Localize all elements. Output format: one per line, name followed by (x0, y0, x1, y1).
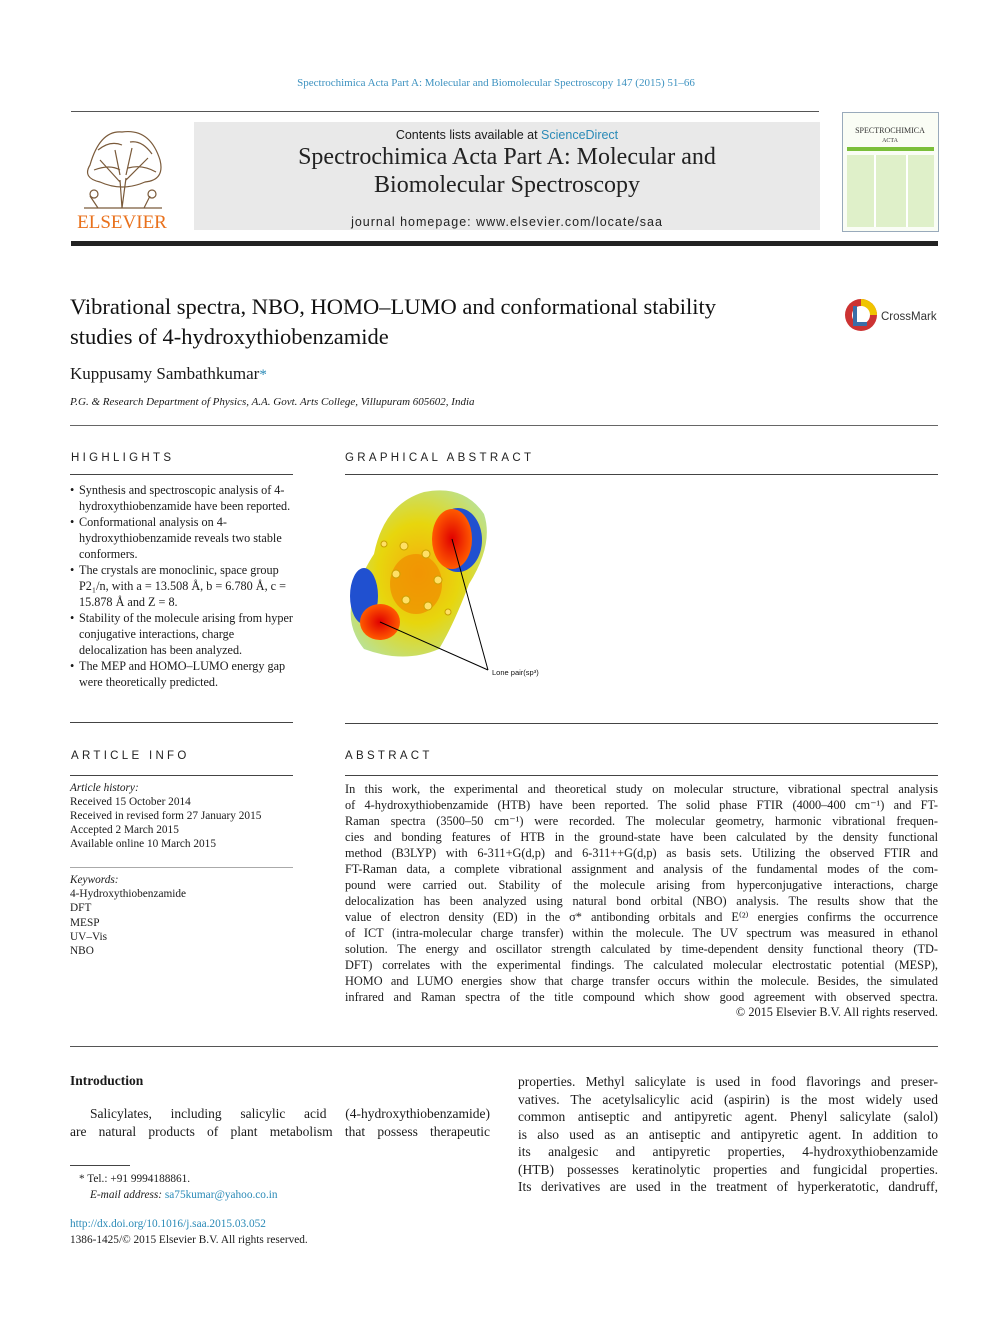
highlight-item: • The crystals are monoclinic, space group P2₁/n, with a = 13.508 Å, b = 6.780 Å, c = 15.878 Å and Z = 8. (70, 562, 294, 610)
highlight-item: • Conformational analysis on 4-hydroxythiobenzamide reveals two stable conformers. (70, 514, 294, 562)
lone-pair-label: Lone pair(sp³) (492, 668, 539, 677)
highlight-item: • The MEP and HOMO–LUMO energy gap were theoretically predicted. (70, 658, 294, 690)
journal-homepage (194, 215, 820, 229)
highlight-item: • Stability of the molecule arising from hyper conjugative interactions, charge delocalization has been analyzed. (70, 610, 294, 658)
keyword-item: NBO (70, 945, 94, 958)
crossmark-badge[interactable] (843, 296, 943, 334)
homepage-prefix: journal homepage: (351, 215, 472, 229)
email-label: E-mail address: (90, 1189, 163, 1201)
footnote-tel: Tel.: +91 9994188861. (87, 1173, 191, 1185)
graphical-abstract-end-rule (345, 723, 938, 724)
doi-block (70, 1216, 308, 1248)
intro-line: are natural products of plant metabolism that possess therapeutic (70, 1123, 490, 1139)
keyword-item: MESP (70, 916, 100, 929)
intro-line: Salicylates, including salicylic acid (4-hydroxythiobenzamide) (90, 1106, 490, 1121)
article-title (70, 292, 810, 352)
abstract-line: HOMO and LUMO energies show that charge transfer occurs within the molecule. Besides, the simulated (345, 974, 938, 988)
graphical-abstract-heading: GRAPHICAL ABSTRACT (345, 452, 535, 464)
elsevier-wordmark: ELSEVIER (77, 212, 167, 230)
keyword-item: DFT (70, 902, 92, 915)
abstract-line: pound were carried out. Stability of the molecule arising from hyperconjugative interactions, charge (345, 878, 938, 892)
cover-title-line2: ACTA (882, 138, 898, 144)
abstract-line: cies and bonding features of HTB in the ground-state have been calculated by the density functional (345, 830, 938, 844)
journal-reference[interactable]: Spectrochimica Acta Part A: Molecular and Biomolecular Spectroscopy 147 (2015) 51–66 (297, 77, 695, 89)
abstract-line: method (B3LYP) with 6-311+G(d,p) and 6-311++G(d,p) as basis sets. Utilizing the observed FTIR and (345, 846, 938, 860)
author-name[interactable]: Kuppusamy Sambathkumar (70, 364, 260, 383)
journal-banner (194, 122, 820, 230)
journal-name-line2: Biomolecular Spectroscopy (374, 172, 640, 198)
journal-name-line1: Spectrochimica Acta Part A: Molecular and (298, 144, 716, 170)
abstract-line: In this work, the experimental and theoretical study on molecular structure, vibrational spectral analysis (345, 782, 938, 796)
history-revised: Received in revised form 27 January 2015 (70, 810, 262, 822)
highlights-rule (70, 474, 293, 475)
keyword-item: UV–Vis (70, 930, 107, 943)
abstract-line: Raman spectra (3500–50 cm⁻¹) were recorded. The molecular geometry, harmonic vibrational frequen- (345, 814, 938, 828)
history-label: Article history: (70, 782, 139, 794)
crossmark-label: CrossMark (881, 311, 937, 323)
abstract-body (345, 781, 938, 1005)
keyword-item: 4-Hydroxythiobenzamide (70, 888, 187, 901)
title-line2: studies of 4-hydroxythiobenzamide (70, 324, 389, 349)
crossmark-icon (843, 296, 943, 334)
abstract-line: DFT) correlates with the experimental findings. The calculated molecular electrostatic potential (MESP), (345, 958, 938, 972)
keywords-label: Keywords: (70, 874, 119, 886)
cover-image (843, 113, 938, 231)
abstract-line: of ICT (intra-molecular charge transfer) within the molecule. The UV spectrum was measured in ethanol (345, 926, 938, 940)
introduction-right-column (518, 1073, 938, 1196)
intro-line: its analgesic and antipyretic properties, 4-hydroxythiobenzamide (518, 1144, 938, 1159)
intro-line: common antiseptic and antipyretic agent. Phenyl salicylate (salol) (518, 1109, 938, 1124)
header-rule (71, 111, 819, 112)
homepage-url[interactable]: www.elsevier.com/locate/saa (476, 215, 663, 229)
abstract-line: of 4-hydroxythiobenzamide (HTB) have been reported. The solid phase FTIR (4000–400 cm⁻¹) and FT- (345, 798, 938, 812)
intro-line: vatives. The acetylsalicylic acid (aspirin) is the most widely used (518, 1091, 938, 1107)
article-info-rule (70, 775, 293, 776)
history-online: Available online 10 March 2015 (70, 838, 216, 850)
mep-surface-image (344, 484, 554, 689)
history-accepted: Accepted 2 March 2015 (70, 824, 179, 836)
abstract-copyright: © 2015 Elsevier B.V. All rights reserved. (735, 1005, 938, 1019)
journal-name (194, 143, 820, 199)
cover-title-line1: SPECTROCHIMICA (855, 126, 925, 135)
footnote-mark: * (79, 1173, 85, 1185)
abstract-line: solution. The energy and oscillator strength calculated by time-dependent density functional theory (TD- (345, 942, 938, 956)
keywords-rule (70, 867, 293, 868)
affiliation-rule (70, 425, 938, 426)
abstract-line: infrared and Raman spectra of the title compound which show good agreement with observed spectra. (345, 990, 938, 1004)
intro-line: (HTB) possesses keratinolytic properties and fungicidal properties. (518, 1161, 938, 1177)
abstract-line: delocalization has been analyzed using natural bond orbital (NBO) analysis. The results show that the (345, 894, 938, 908)
email-link[interactable]: sa75kumar@yahoo.co.in (164, 1189, 278, 1201)
highlight-item: • Synthesis and spectroscopic analysis of 4-hydroxythiobenzamide have been reported. (70, 482, 294, 514)
abstract-heading: ABSTRACT (345, 750, 433, 762)
contents-line (194, 128, 820, 142)
affiliation: P.G. & Research Department of Physics, A.A. Govt. Arts College, Villupuram 605602, India (70, 396, 475, 408)
issn-copyright: 1386-1425/© 2015 Elsevier B.V. All rights reserved. (70, 1234, 308, 1246)
sciencedirect-link[interactable]: ScienceDirect (541, 128, 619, 142)
header-thick-rule (71, 241, 938, 246)
keywords (70, 873, 294, 958)
introduction-left-column (70, 1105, 490, 1140)
contents-prefix: Contents lists available at (395, 128, 538, 142)
highlights-heading: HIGHLIGHTS (71, 452, 175, 464)
intro-line: Its derivatives are used in the treatment of hyperkeratotic, dandruff, (518, 1179, 938, 1194)
journal-cover[interactable] (842, 112, 939, 232)
body-separator-rule (70, 1046, 938, 1047)
abstract-line: FT-Raman data, a complete vibrational assignment and analysis of the fundamental modes of the com- (345, 862, 938, 876)
intro-line: properties. Methyl salicylate is used in food flavorings and preser- (518, 1074, 938, 1089)
title-line1: Vibrational spectra, NBO, HOMO–LUMO and conformational stability (70, 294, 717, 319)
graphical-abstract-rule (345, 474, 938, 475)
corresponding-footnote (70, 1171, 278, 1203)
article-history (70, 781, 294, 851)
intro-line: is also used as an antiseptic and antipyretic agent. In addition to (518, 1126, 938, 1142)
introduction-heading: Introduction (70, 1073, 144, 1088)
highlights-end-rule (70, 722, 293, 723)
abstract-rule (345, 775, 938, 776)
elsevier-logo[interactable] (70, 120, 174, 230)
abstract-line: value of electron density (ED) in the σ* antibonding orbitals and E⁽²⁾ energies confirms the occurrence (345, 910, 938, 924)
doi-link[interactable]: http://dx.doi.org/10.1016/j.saa.2015.03.052 (70, 1218, 266, 1230)
footnote-rule (70, 1165, 130, 1166)
graphical-abstract-figure[interactable] (344, 484, 554, 689)
corresponding-mark[interactable]: * (259, 367, 267, 383)
highlights-list (70, 482, 294, 690)
article-info-heading: ARTICLE INFO (71, 750, 190, 762)
history-received: Received 15 October 2014 (70, 796, 191, 808)
author-line (70, 364, 267, 384)
elsevier-tree-icon (70, 120, 174, 230)
